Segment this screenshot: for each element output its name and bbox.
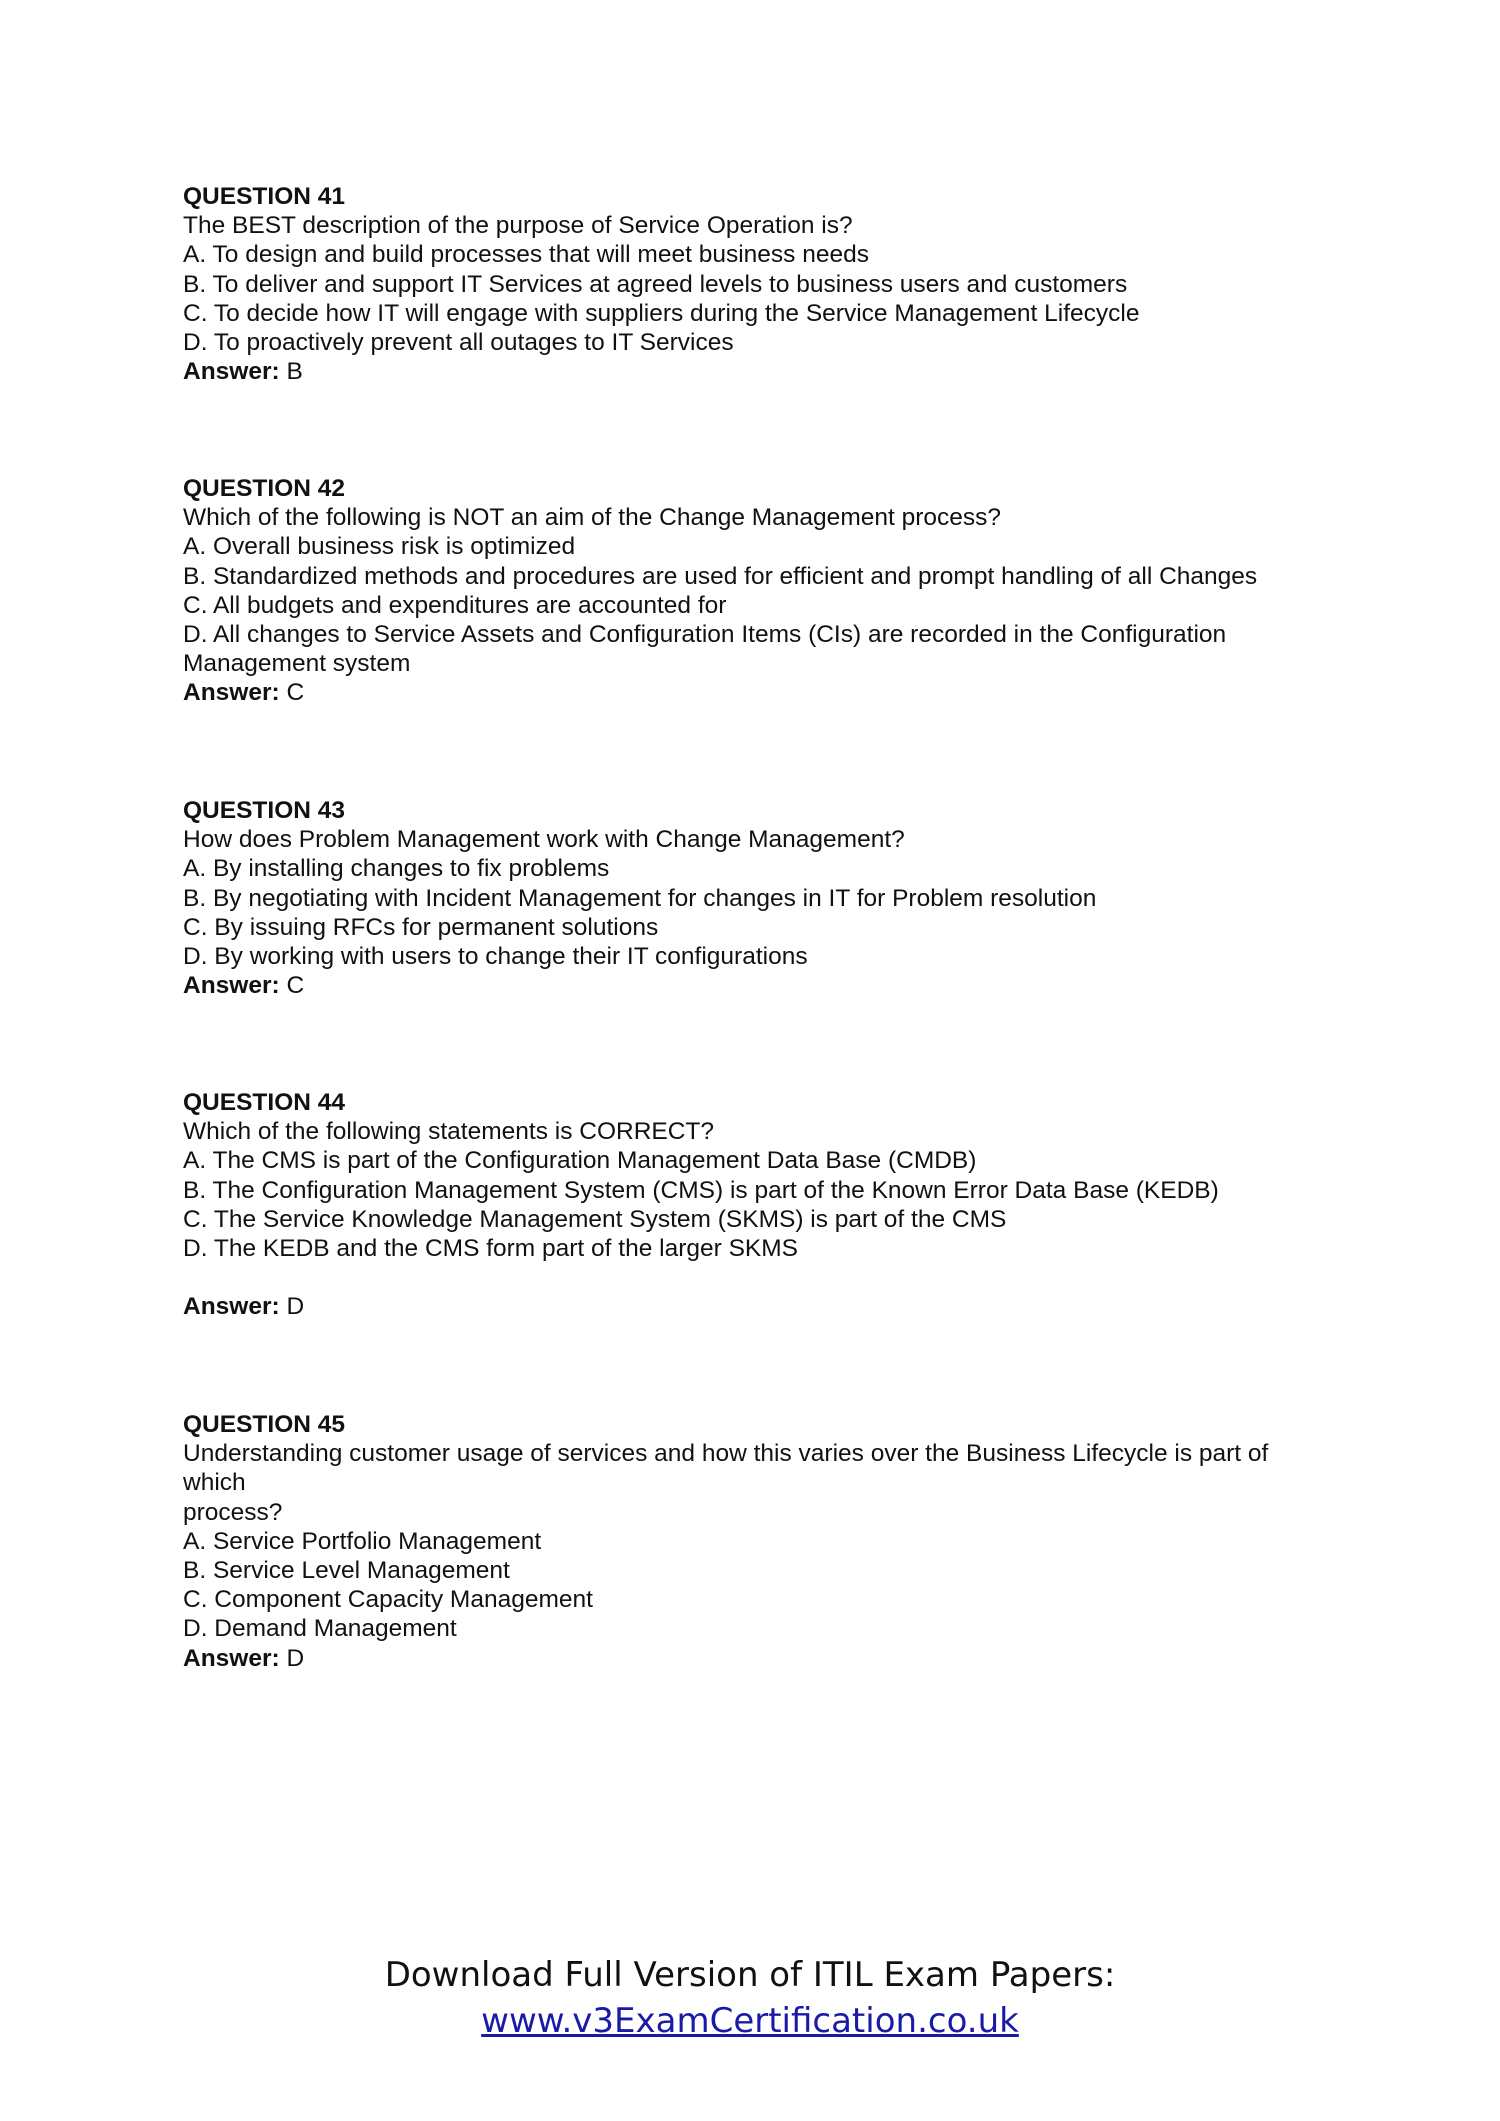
- footer: [0, 1952, 1500, 2044]
- question-44: [183, 1088, 1363, 1322]
- question-title: QUESTION 41: [183, 183, 346, 210]
- option-a: A. Service Portfolio Management: [183, 1527, 542, 1555]
- question-title: QUESTION 44: [183, 1089, 346, 1116]
- option-c: C. Component Capacity Management: [183, 1586, 593, 1614]
- answer-value: B: [279, 358, 303, 386]
- answer-line: [183, 1644, 1363, 1673]
- option-b: B. Service Level Management: [183, 1557, 510, 1585]
- answer-value: C: [279, 679, 305, 707]
- option-d: D. The KEDB and the CMS form part of the larger SKMS: [183, 1235, 799, 1263]
- option-a: A. Overall business risk is optimized: [183, 533, 576, 561]
- answer-value: D: [279, 1293, 305, 1321]
- option-a: A. The CMS is part of the Configuration Management Data Base (CMDB): [183, 1147, 977, 1175]
- question-45: [183, 1410, 1363, 1673]
- question-text: Understanding customer usage of services and how this varies over the Business Lifecycle is part of: [183, 1440, 1269, 1468]
- answer-value: C: [279, 972, 305, 1000]
- answer-line: [183, 357, 1363, 386]
- option-d: D. To proactively prevent all outages to IT Services: [183, 329, 734, 357]
- question-text-continued: which: [183, 1469, 246, 1497]
- answer-line: [183, 1292, 1363, 1321]
- answer-line: [183, 971, 1363, 1000]
- answer-label: Answer:: [183, 679, 280, 707]
- blank-line: [183, 1263, 1363, 1292]
- answer-line: [183, 678, 1363, 707]
- answer-label: Answer:: [183, 1293, 280, 1321]
- option-a: A. By installing changes to fix problems: [183, 855, 610, 883]
- option-b: B. Standardized methods and procedures are used for efficient and prompt handling of all Changes: [183, 562, 1258, 590]
- footer-link[interactable]: www.v3ExamCertification.co.uk: [481, 2001, 1019, 2041]
- question-41: [183, 182, 1363, 386]
- answer-label: Answer:: [183, 358, 280, 386]
- option-d: D. By working with users to change their IT configurations: [183, 943, 808, 971]
- question-title: QUESTION 45: [183, 1411, 346, 1438]
- question-text-continued: process?: [183, 1498, 283, 1526]
- question-43: [183, 796, 1363, 1000]
- answer-label: Answer:: [183, 972, 280, 1000]
- option-c: C. The Service Knowledge Management System (SKMS) is part of the CMS: [183, 1205, 1007, 1233]
- option-c: C. To decide how IT will engage with suppliers during the Service Management Lifecycle: [183, 299, 1140, 327]
- question-42: [183, 474, 1363, 708]
- question-title: QUESTION 42: [183, 475, 346, 502]
- question-text: The BEST description of the purpose of Service Operation is?: [183, 212, 853, 240]
- answer-label: Answer:: [183, 1644, 280, 1672]
- option-d: D. All changes to Service Assets and Configuration Items (CIs) are recorded in the Configuration: [183, 621, 1227, 649]
- option-d-continued: Management system: [183, 650, 411, 678]
- option-c: C. All budgets and expenditures are accounted for: [183, 591, 727, 619]
- option-c: C. By issuing RFCs for permanent solutions: [183, 913, 659, 941]
- footer-text: Download Full Version of ITIL Exam Papers:: [384, 1955, 1116, 1995]
- answer-value: D: [279, 1644, 305, 1672]
- option-d: D. Demand Management: [183, 1615, 457, 1643]
- option-b: B. To deliver and support IT Services at agreed levels to business users and customers: [183, 270, 1128, 298]
- question-title: QUESTION 43: [183, 797, 346, 824]
- question-text: How does Problem Management work with Change Management?: [183, 826, 905, 854]
- option-b: B. The Configuration Management System (CMS) is part of the Known Error Data Base (KEDB): [183, 1176, 1219, 1204]
- option-a: A. To design and build processes that will meet business needs: [183, 241, 869, 269]
- option-b: B. By negotiating with Incident Management for changes in IT for Problem resolution: [183, 884, 1097, 912]
- question-text: Which of the following is NOT an aim of the Change Management process?: [183, 504, 1001, 532]
- question-text: Which of the following statements is CORRECT?: [183, 1118, 715, 1146]
